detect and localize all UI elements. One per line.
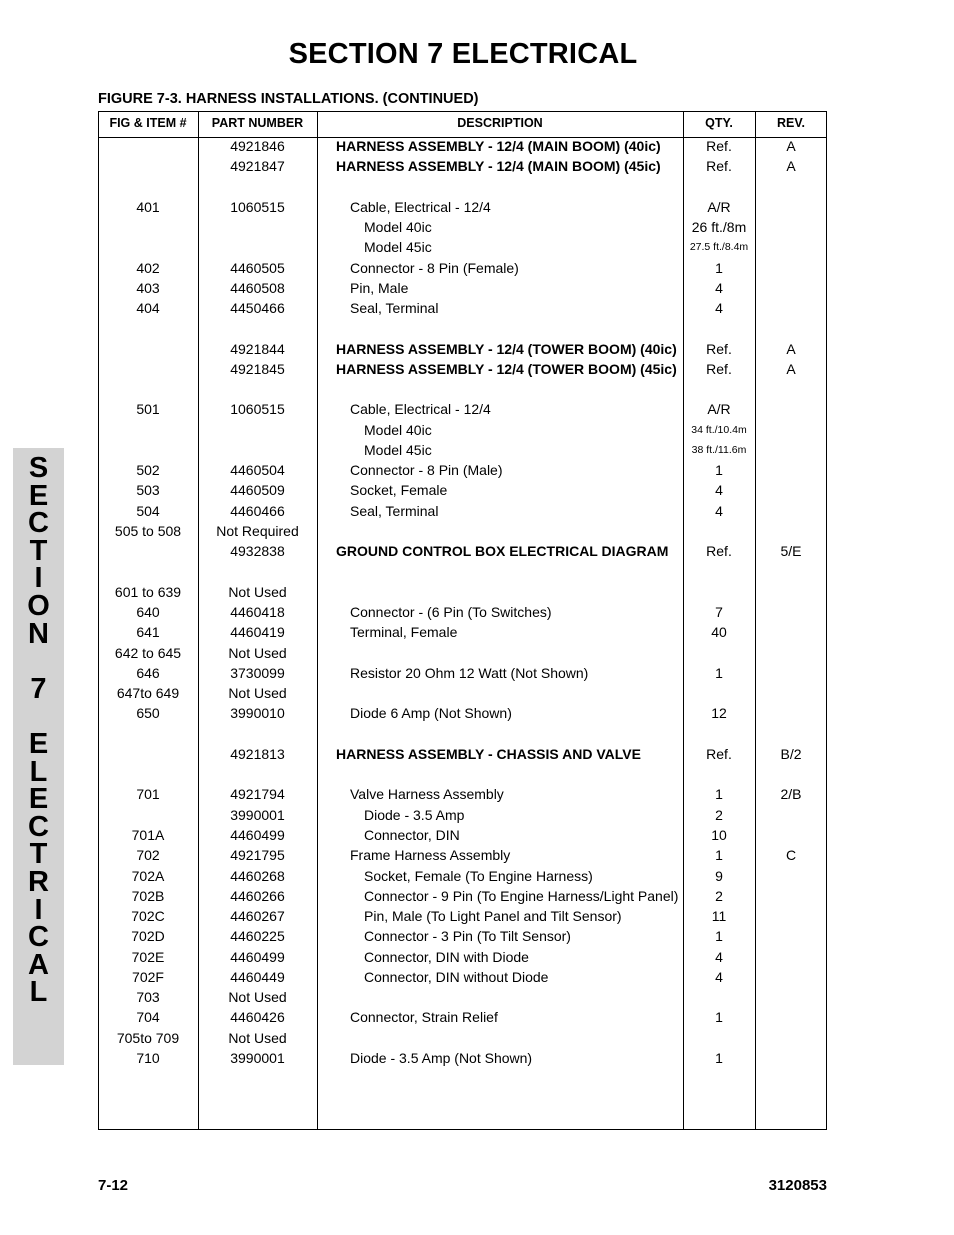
part-number: 4460267 (230, 908, 285, 924)
part-number: 4921794 (230, 786, 285, 802)
description: Socket, Female (To Engine Harness) (364, 868, 593, 884)
quantity: 7 (715, 604, 723, 620)
item-number: 647to 649 (116, 685, 180, 701)
item-number: 702E (131, 949, 165, 965)
part-number: 4921847 (230, 158, 285, 174)
table-row (98, 399, 827, 419)
part-number: Not Used (228, 989, 287, 1005)
table-row (98, 967, 827, 987)
revision: 5/E (780, 543, 802, 559)
item-number: 702C (131, 908, 165, 924)
item-number: 650 (136, 705, 160, 721)
side-tab-letter: C (28, 507, 49, 540)
section-title: SECTION 7 ELECTRICAL (288, 38, 638, 70)
part-number: 4921846 (230, 138, 285, 154)
side-tab-letter: I (34, 893, 43, 926)
table-row (98, 1048, 827, 1068)
table-row (98, 805, 827, 825)
part-number: 1060515 (230, 199, 285, 215)
table-row (98, 1007, 827, 1027)
table-row (98, 683, 827, 703)
item-number: 505 to 508 (114, 523, 182, 539)
description: HARNESS ASSEMBLY - CHASSIS AND VALVE (336, 746, 641, 762)
table-row (98, 926, 827, 946)
quantity: Ref. (706, 361, 732, 377)
description: Cable, Electrical - 12/4 (350, 199, 491, 215)
description: Diode - 3.5 Amp (364, 807, 465, 823)
part-number: Not Used (228, 1030, 287, 1046)
side-tab-letter: E (28, 783, 49, 816)
description: Connector - 8 Pin (Male) (350, 462, 503, 478)
table-row (98, 278, 827, 298)
header-item: FIG & ITEM # (109, 116, 187, 130)
quantity: 4 (715, 482, 723, 498)
item-number: 701 (136, 786, 160, 802)
part-number: 4460499 (230, 827, 285, 843)
side-tab-letter: L (29, 976, 48, 1009)
part-number: 4921844 (230, 341, 285, 357)
part-number: 4460449 (230, 969, 285, 985)
quantity: 12 (711, 705, 727, 721)
description: Model 45ic (364, 239, 432, 255)
header-qty: QTY. (705, 116, 733, 130)
item-number: 640 (136, 604, 160, 620)
quantity: 2 (715, 888, 723, 904)
table-row (98, 987, 827, 1007)
description: Pin, Male (350, 280, 409, 296)
part-number: Not Used (228, 645, 287, 661)
item-number: 404 (136, 300, 160, 316)
quantity: 1 (715, 928, 723, 944)
part-number: 4460508 (230, 280, 285, 296)
part-number: 3990001 (230, 807, 285, 823)
description: Valve Harness Assembly (350, 786, 504, 802)
item-number: 642 to 645 (114, 645, 182, 661)
item-number: 702B (131, 888, 165, 904)
table-row (98, 258, 827, 278)
description: Model 45ic (364, 442, 432, 458)
part-number: 4460509 (230, 482, 285, 498)
description: Connector, Strain Relief (350, 1009, 498, 1025)
description: Connector - (6 Pin (To Switches) (350, 604, 552, 620)
figure-caption: FIGURE 7-3. HARNESS INSTALLATIONS. (CONTINUED) (98, 91, 479, 107)
description: Connector, DIN (364, 827, 460, 843)
description: Connector - 3 Pin (To Tilt Sensor) (364, 928, 571, 944)
table-row (98, 703, 827, 723)
table-row (98, 866, 827, 886)
description: Seal, Terminal (350, 503, 439, 519)
quantity: A/R (707, 401, 731, 417)
table-row (98, 744, 827, 764)
item-number: 601 to 639 (114, 584, 182, 600)
revision: 2/B (780, 786, 802, 802)
quantity: 4 (715, 280, 723, 296)
quantity: 4 (715, 949, 723, 965)
part-number: Not Required (216, 523, 299, 539)
side-tab-letter: L (29, 755, 48, 788)
quantity: 1 (715, 786, 723, 802)
description: Pin, Male (To Light Panel and Tilt Sensor) (364, 908, 622, 924)
table-row (98, 1028, 827, 1048)
part-number: 4460499 (230, 949, 285, 965)
item-number: 502 (136, 462, 160, 478)
description: Connector, DIN without Diode (364, 969, 549, 985)
part-number: 1060515 (230, 401, 285, 417)
table-row (98, 440, 827, 460)
page-number: 7-12 (98, 1177, 129, 1194)
description: HARNESS ASSEMBLY - 12/4 (TOWER BOOM) (45ic) (336, 361, 677, 377)
description: Seal, Terminal (350, 300, 439, 316)
description: Connector, DIN with Diode (364, 949, 529, 965)
quantity: 9 (715, 868, 723, 884)
table-row (98, 663, 827, 683)
table-row (98, 845, 827, 865)
description: HARNESS ASSEMBLY - 12/4 (MAIN BOOM) (40ic) (336, 138, 661, 154)
side-tab-letter: S (28, 452, 49, 484)
part-number: 4921795 (230, 847, 285, 863)
quantity: 34 ft./10.4m (691, 424, 747, 436)
part-number: 4460418 (230, 604, 285, 620)
quantity: A/R (707, 199, 731, 215)
description: GROUND CONTROL BOX ELECTRICAL DIAGRAM (336, 543, 669, 559)
table-row (98, 237, 827, 257)
item-number: 701A (131, 827, 165, 843)
table-row (98, 501, 827, 521)
quantity: 1 (715, 1009, 723, 1025)
part-number: 4932838 (230, 543, 285, 559)
part-number: 4460505 (230, 260, 285, 276)
side-tab-letter: E (28, 479, 49, 512)
table-row (98, 136, 827, 156)
revision: A (786, 361, 796, 377)
part-number: 3990010 (230, 705, 285, 721)
table-row (98, 886, 827, 906)
side-tab-letter: N (28, 617, 49, 650)
side-tab-letter: 7 (30, 672, 47, 705)
description: Resistor 20 Ohm 12 Watt (Not Shown) (350, 665, 589, 681)
side-tab-letter: C (28, 921, 49, 954)
description: Model 40ic (364, 219, 432, 235)
item-number: 702 (136, 847, 160, 863)
quantity: 4 (715, 969, 723, 985)
quantity: Ref. (706, 158, 732, 174)
part-number: 4460225 (230, 928, 285, 944)
table-row (98, 582, 827, 602)
table-row (98, 298, 827, 318)
table-row (98, 825, 827, 845)
quantity: Ref. (706, 341, 732, 357)
part-number: 4460419 (230, 624, 285, 640)
quantity: Ref. (706, 543, 732, 559)
quantity: Ref. (706, 138, 732, 154)
side-tab-letter: E (28, 727, 49, 760)
description: Diode - 3.5 Amp (Not Shown) (350, 1050, 533, 1066)
table-row (98, 339, 827, 359)
revision: A (786, 341, 796, 357)
table-row (98, 197, 827, 217)
side-tab-letters (13, 452, 64, 1009)
quantity: 27.5 ft./8.4m (689, 241, 749, 253)
quantity: 38 ft./11.6m (691, 444, 747, 456)
part-number: 4921845 (230, 361, 285, 377)
table-row (98, 521, 827, 541)
item-number: 710 (136, 1050, 160, 1066)
item-number: 403 (136, 280, 160, 296)
part-number: Not Used (228, 584, 287, 600)
item-number: 503 (136, 482, 160, 498)
quantity: 40 (711, 624, 727, 640)
table-row (98, 541, 827, 561)
quantity: 1 (715, 847, 723, 863)
side-tab-letter (13, 648, 64, 676)
table-row (98, 359, 827, 379)
description: Model 40ic (364, 422, 432, 438)
header-rev: REV. (776, 116, 806, 130)
quantity: 1 (715, 260, 723, 276)
item-number: 646 (136, 665, 160, 681)
table-row (98, 622, 827, 642)
description: Socket, Female (350, 482, 448, 498)
item-number: 402 (136, 260, 160, 276)
side-tab-letter: T (29, 534, 48, 567)
item-number: 504 (136, 503, 160, 519)
description: Frame Harness Assembly (350, 847, 511, 863)
quantity: 1 (715, 665, 723, 681)
description: Cable, Electrical - 12/4 (350, 401, 491, 417)
description: Diode 6 Amp (Not Shown) (350, 705, 512, 721)
quantity: 2 (715, 807, 723, 823)
item-number: 704 (136, 1009, 160, 1025)
table-row (98, 156, 827, 176)
quantity: 1 (715, 1050, 723, 1066)
description: HARNESS ASSEMBLY - 12/4 (MAIN BOOM) (45ic) (336, 158, 661, 174)
table-row (98, 420, 827, 440)
item-number: 401 (136, 199, 160, 215)
side-tab-letter: R (28, 865, 49, 898)
part-number: 3990001 (230, 1050, 285, 1066)
side-tab-letter: O (27, 589, 50, 622)
quantity: Ref. (706, 746, 732, 762)
part-number: 4460504 (230, 462, 285, 478)
table-row (98, 480, 827, 500)
part-number: Not Used (228, 685, 287, 701)
item-number: 703 (136, 989, 160, 1005)
item-number: 702F (132, 969, 164, 985)
table-row (98, 217, 827, 237)
table-row (98, 460, 827, 480)
item-number: 702A (131, 868, 165, 884)
table-row (98, 947, 827, 967)
header-part-number: PART NUMBER (211, 116, 304, 130)
part-number: 3730099 (230, 665, 285, 681)
description: HARNESS ASSEMBLY - 12/4 (TOWER BOOM) (40ic) (336, 341, 677, 357)
revision: A (786, 158, 796, 174)
document-number: 3120853 (768, 1177, 827, 1194)
table-row (98, 906, 827, 926)
side-tab-letter: A (28, 948, 49, 981)
revision: A (786, 138, 796, 154)
quantity: 11 (711, 908, 727, 924)
description: Terminal, Female (350, 624, 458, 640)
quantity: 4 (715, 503, 723, 519)
item-number: 705to 709 (116, 1030, 180, 1046)
description: Connector - 9 Pin (To Engine Harness/Light Panel) (364, 888, 679, 904)
side-tab-letter: I (34, 562, 43, 595)
item-number: 641 (136, 624, 160, 640)
quantity: 26 ft./8m (691, 219, 747, 235)
part-number: 4460426 (230, 1009, 285, 1025)
table-row (98, 643, 827, 663)
part-number: 4460266 (230, 888, 285, 904)
item-number: 702D (131, 928, 165, 944)
part-number: 4460268 (230, 868, 285, 884)
side-tab-letter: T (29, 838, 48, 871)
table-row (98, 602, 827, 622)
part-number: 4450466 (230, 300, 285, 316)
revision: C (785, 847, 797, 863)
header-description: DESCRIPTION (457, 116, 543, 130)
description: Connector - 8 Pin (Female) (350, 260, 519, 276)
side-tab-letter (13, 703, 64, 731)
revision: B/2 (780, 746, 802, 762)
table-row (98, 784, 827, 804)
quantity: 1 (715, 462, 723, 478)
quantity: 10 (711, 827, 727, 843)
part-number: 4921813 (230, 746, 285, 762)
side-tab-letter: C (28, 810, 49, 843)
item-number: 501 (136, 401, 160, 417)
part-number: 4460466 (230, 503, 285, 519)
quantity: 4 (715, 300, 723, 316)
